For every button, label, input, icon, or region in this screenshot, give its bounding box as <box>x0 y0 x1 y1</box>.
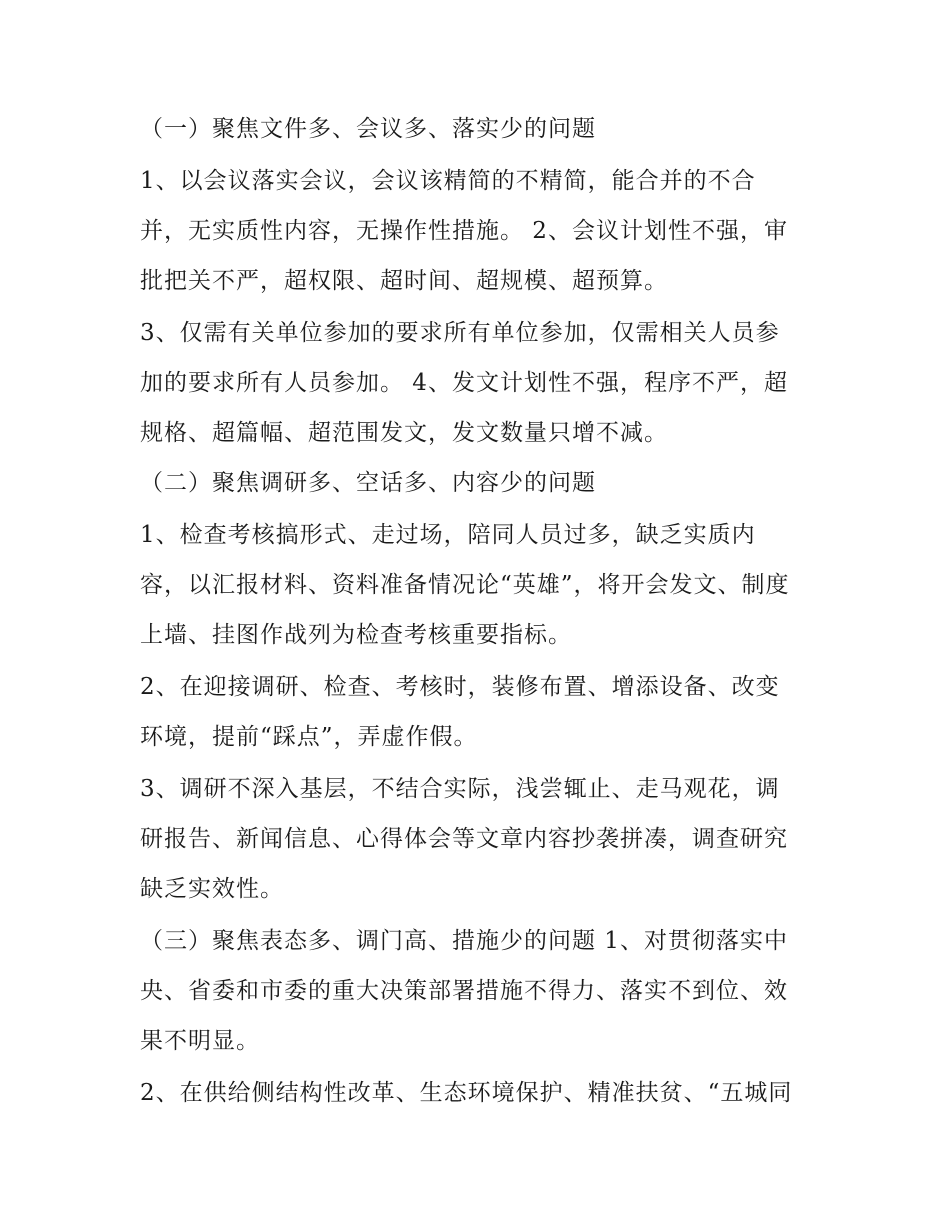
paragraph-line: 果不明显。 <box>140 1028 260 1054</box>
paragraph-line: 并，无实质性内容，无操作性措施。 2、会议计划性不强，审 <box>140 218 788 244</box>
paragraph-line: 容，以汇报材料、资料准备情况论“英雄”，将开会发文、制度 <box>140 572 790 598</box>
paragraph-line: 2、在供给侧结构性改革、生态环境保护、精准扶贫、“五城同 <box>140 1080 793 1106</box>
paragraph-line: 批把关不严，超权限、超时间、超规模、超预算。 <box>140 268 668 294</box>
heading-section-2: （二）聚焦调研多、空话多、内容少的问题 <box>140 470 596 496</box>
paragraph-line: 3、调研不深入基层，不结合实际，浅尝辄止、走马观花，调 <box>140 776 780 802</box>
heading-section-1: （一）聚焦文件多、会议多、落实少的问题 <box>140 116 596 142</box>
paragraph-line: 缺乏实效性。 <box>140 876 284 902</box>
paragraph-line: 环境，提前“踩点”，弄虚作假。 <box>140 724 478 750</box>
heading-section-3: （三）聚焦表态多、调门高、措施少的问题 1、对贯彻落实中 <box>140 928 788 954</box>
paragraph-line: 1、检查考核搞形式、走过场，陪同人员过多，缺乏实质内 <box>140 522 756 548</box>
paragraph-line: 央、省委和市委的重大决策部署措施不得力、落实不到位、效 <box>140 978 788 1004</box>
paragraph-line: 加的要求所有人员参加。 4、发文计划性不强，程序不严，超 <box>140 370 788 396</box>
paragraph-line: 3、仅需有关单位参加的要求所有单位参加，仅需相关人员参 <box>140 320 780 346</box>
paragraph-line: 研报告、新闻信息、心得体会等文章内容抄袭拼凑，调查研究 <box>140 826 788 852</box>
paragraph-line: 2、在迎接调研、检查、考核时，装修布置、增添设备、改变 <box>140 674 780 700</box>
paragraph-line: 1、以会议落实会议，会议该精简的不精简，能合并的不合 <box>140 168 756 194</box>
paragraph-line: 上墙、挂图作战列为检查考核重要指标。 <box>140 622 572 648</box>
paragraph-line: 规格、超篇幅、超范围发文，发文数量只增不减。 <box>140 420 668 446</box>
